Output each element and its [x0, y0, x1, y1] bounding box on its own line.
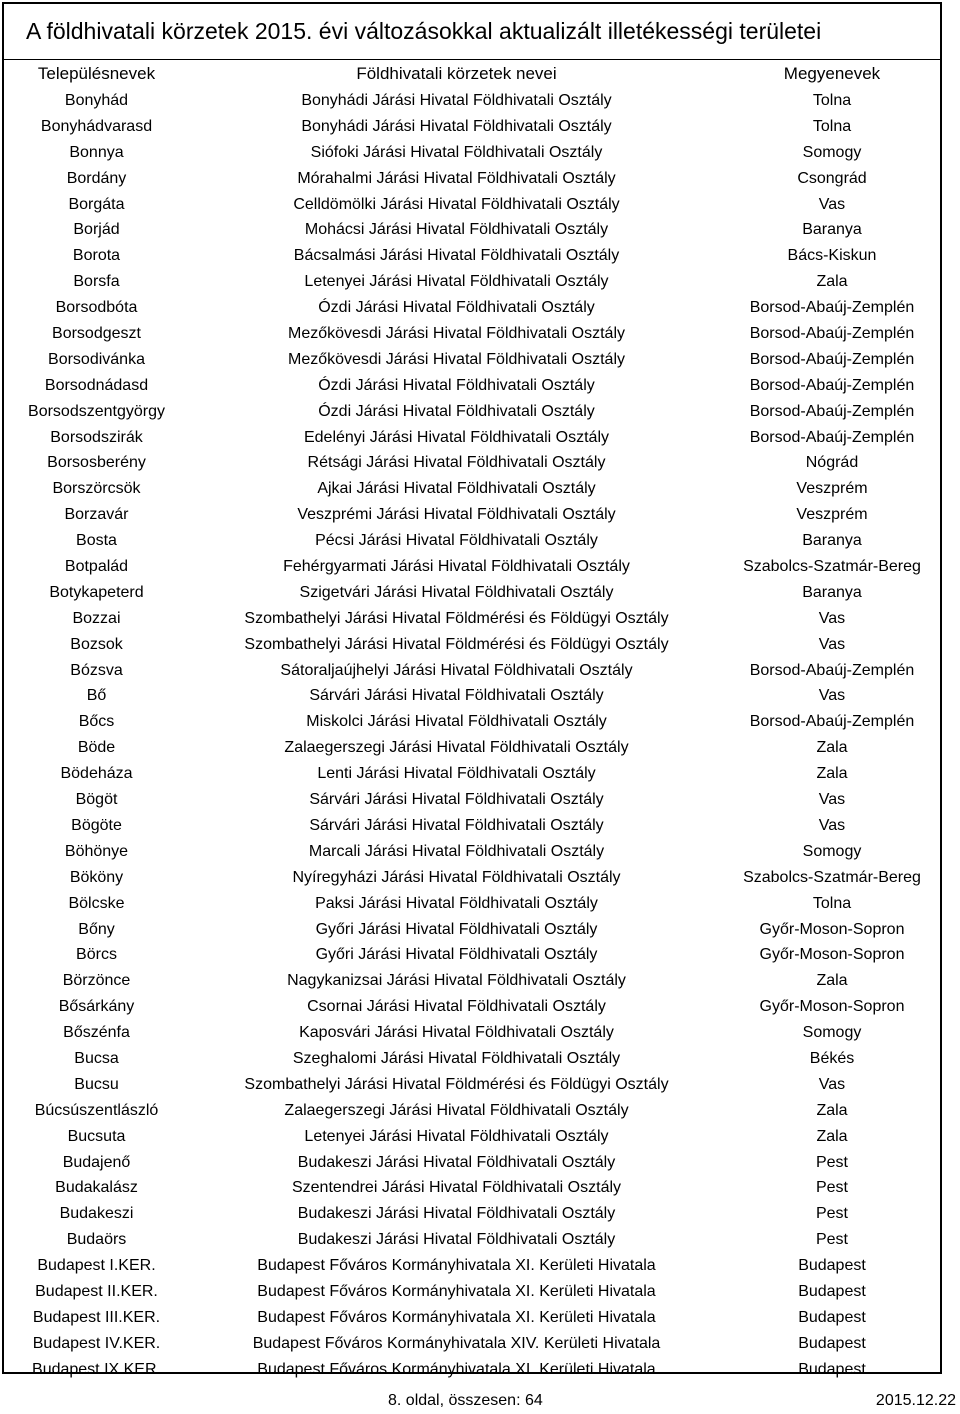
table-row	[4, 140, 940, 166]
county-cell: Baranya	[802, 532, 862, 550]
district-table	[4, 60, 940, 1383]
district-office-cell: Lenti Járási Hivatal Földhivatali Osztály	[317, 765, 596, 783]
county-cell: Vas	[818, 816, 846, 834]
county-cell: Pest	[815, 1179, 848, 1197]
county-cell: Vas	[818, 687, 846, 705]
table-row	[4, 295, 940, 321]
settlement-cell: Bölcske	[68, 894, 125, 912]
district-office-cell: Mezőkövesdi Járási Hivatal Földhivatali Osztály	[287, 350, 625, 368]
county-cell: Borsod-Abaúj-Zemplén	[749, 661, 915, 679]
district-office-cell: Bonyhádi Járási Hivatal Földhivatali Osztály	[301, 117, 612, 135]
settlement-cell: Bózsva	[70, 661, 123, 679]
table-row	[4, 813, 940, 839]
table-row	[4, 709, 940, 735]
county-cell: Budapest	[798, 1257, 866, 1275]
settlement-cell: Bőszénfa	[63, 1024, 130, 1042]
county-cell: Tolna	[812, 894, 852, 912]
table-header-row	[4, 60, 940, 88]
table-row	[4, 1357, 940, 1383]
district-office-cell: Ózdi Járási Hivatal Földhivatali Osztály	[318, 402, 595, 420]
district-office-cell: Ózdi Járási Hivatal Földhivatali Osztály	[318, 376, 595, 394]
table-row	[4, 114, 940, 140]
table-row	[4, 528, 940, 554]
district-office-cell: Győri Járási Hivatal Földhivatali Osztály	[315, 920, 598, 938]
table-row	[4, 399, 940, 425]
district-office-cell: Siófoki Járási Hivatal Földhivatali Osztály	[310, 143, 603, 161]
table-row	[4, 450, 940, 476]
district-office-cell: Zalaegerszegi Járási Hivatal Földhivatali Osztály	[284, 739, 629, 757]
settlement-cell: Budajenő	[62, 1153, 131, 1171]
district-office-cell: Letenyei Járási Hivatal Földhivatali Osztály	[304, 1127, 609, 1145]
district-office-cell: Sárvári Járási Hivatal Földhivatali Osztály	[309, 687, 604, 705]
district-office-cell: Mohácsi Járási Hivatal Földhivatali Osztály	[304, 221, 609, 239]
district-office-cell: Budakeszi Járási Hivatal Földhivatali Osztály	[297, 1231, 616, 1249]
table-row	[4, 502, 940, 528]
settlement-cell: Borjád	[73, 221, 120, 239]
settlement-cell: Borsodbóta	[55, 299, 138, 317]
settlement-cell: Bonyhádvarasd	[40, 117, 153, 135]
footer-date: 2015.12.22	[875, 1392, 956, 1409]
district-office-cell: Budakeszi Járási Hivatal Földhivatali Osztály	[297, 1153, 616, 1171]
county-cell: Békés	[809, 1049, 855, 1067]
county-cell: Zala	[816, 1101, 848, 1119]
table-row	[4, 787, 940, 813]
table-row	[4, 243, 940, 269]
district-office-cell: Budapest Főváros Kormányhivatala XI. Kerületi Hivatala	[257, 1308, 656, 1326]
district-office-cell: Edelényi Járási Hivatal Földhivatali Osztály	[303, 428, 609, 446]
table-row	[4, 606, 940, 632]
county-cell: Vas	[818, 791, 846, 809]
table-row	[4, 968, 940, 994]
table-row	[4, 1253, 940, 1279]
table-row	[4, 632, 940, 658]
county-cell: Zala	[816, 739, 848, 757]
county-cell: Pest	[815, 1153, 848, 1171]
table-row	[4, 425, 940, 451]
settlement-cell: Bucsuta	[67, 1127, 126, 1145]
settlement-cell: Budaörs	[66, 1231, 127, 1249]
settlement-cell: Borszörcsök	[52, 480, 141, 498]
county-cell: Borsod-Abaúj-Zemplén	[749, 428, 915, 446]
table-row	[4, 1098, 940, 1124]
table-row	[4, 683, 940, 709]
settlement-cell: Bőny	[78, 920, 115, 938]
district-office-cell: Kaposvári Járási Hivatal Földhivatali Osztály	[299, 1024, 614, 1042]
district-office-cell: Szigetvári Járási Hivatal Földhivatali Osztály	[299, 583, 614, 601]
settlement-cell: Borsodszirák	[50, 428, 143, 446]
settlement-cell: Böde	[77, 739, 116, 757]
table-row	[4, 217, 940, 243]
table-row	[4, 1331, 940, 1357]
header-county-names: Megyenevek	[783, 64, 881, 83]
county-cell: Budapest	[798, 1308, 866, 1326]
settlement-cell: Bucsu	[74, 1075, 119, 1093]
county-cell: Borsod-Abaúj-Zemplén	[749, 299, 915, 317]
settlement-cell: Borzavár	[64, 506, 129, 524]
county-cell: Zala	[816, 765, 848, 783]
district-office-cell: Paksi Járási Hivatal Földhivatali Osztály	[315, 894, 598, 912]
district-office-cell: Mezőkövesdi Járási Hivatal Földhivatali Osztály	[287, 325, 625, 343]
district-office-cell: Mórahalmi Járási Hivatal Földhivatali Osztály	[297, 169, 616, 187]
settlement-cell: Borgáta	[68, 195, 125, 213]
settlement-cell: Borsodszentgyörgy	[28, 402, 165, 420]
settlement-cell: Búcsúszentlászló	[34, 1101, 159, 1119]
table-row	[4, 865, 940, 891]
settlement-cell: Börcs	[76, 946, 117, 964]
settlement-cell: Bonnya	[69, 143, 124, 161]
county-cell: Veszprém	[796, 480, 868, 498]
table-row	[4, 347, 940, 373]
table-row	[4, 192, 940, 218]
settlement-cell: Bozsok	[70, 635, 123, 653]
table-row	[4, 917, 940, 943]
county-cell: Veszprém	[796, 506, 868, 524]
settlement-cell: Budapest I.KER.	[37, 1257, 156, 1275]
district-office-cell: Budapest Főváros Kormányhivatala XIV. Kerületi Hivatala	[252, 1334, 661, 1352]
district-office-cell: Budapest Főváros Kormányhivatala XI. Kerületi Hivatala	[257, 1257, 656, 1275]
table-row	[4, 321, 940, 347]
settlement-cell: Botpalád	[64, 558, 129, 576]
table-row	[4, 735, 940, 761]
district-office-cell: Budakeszi Járási Hivatal Földhivatali Osztály	[297, 1205, 616, 1223]
settlement-cell: Borsodnádasd	[44, 376, 149, 394]
settlement-cell: Botykapeterd	[49, 583, 144, 601]
county-cell: Somogy	[802, 1024, 862, 1042]
district-office-cell: Rétsági Járási Hivatal Földhivatali Osztály	[307, 454, 606, 472]
table-row	[4, 580, 940, 606]
page-number-info: 8. oldal, összesen: 64	[388, 1392, 543, 1409]
table-row	[4, 1150, 940, 1176]
district-office-cell: Szeghalomi Járási Hivatal Földhivatali Osztály	[292, 1049, 621, 1067]
settlement-cell: Budapest IX.KER.	[32, 1360, 161, 1378]
county-cell: Vas	[818, 635, 846, 653]
table-row	[4, 166, 940, 192]
county-cell: Borsod-Abaúj-Zemplén	[749, 350, 915, 368]
county-cell: Borsod-Abaúj-Zemplén	[749, 402, 915, 420]
county-cell: Pest	[815, 1231, 848, 1249]
district-office-cell: Ajkai Járási Hivatal Földhivatali Osztály	[317, 480, 596, 498]
district-office-cell: Szombathelyi Járási Hivatal Földmérési és Földügyi Osztály	[244, 609, 669, 627]
district-office-cell: Miskolci Járási Hivatal Földhivatali Osztály	[306, 713, 607, 731]
district-office-cell: Nyíregyházi Járási Hivatal Földhivatali Osztály	[292, 868, 621, 886]
settlement-cell: Bősárkány	[58, 998, 135, 1016]
settlement-cell: Budapest III.KER.	[32, 1308, 161, 1326]
district-office-cell: Szentendrei Járási Hivatal Földhivatali Osztály	[291, 1179, 622, 1197]
county-cell: Tolna	[812, 92, 852, 109]
county-cell: Csongrád	[797, 169, 867, 187]
table-row	[4, 891, 940, 917]
settlement-cell: Bő	[86, 687, 107, 705]
county-cell: Győr-Moson-Sopron	[759, 946, 905, 964]
county-cell: Vas	[818, 195, 846, 213]
district-office-cell: Csornai Járási Hivatal Földhivatali Osztály	[307, 998, 606, 1016]
county-cell: Pest	[815, 1205, 848, 1223]
table-row	[4, 839, 940, 865]
settlement-cell: Bordány	[66, 169, 127, 187]
district-office-cell: Letenyei Járási Hivatal Földhivatali Osztály	[304, 273, 609, 291]
settlement-cell: Bonyhád	[64, 92, 129, 109]
county-cell: Borsod-Abaúj-Zemplén	[749, 376, 915, 394]
settlement-cell: Börzönce	[62, 972, 131, 990]
district-office-cell: Fehérgyarmati Járási Hivatal Földhivatali Osztály	[283, 558, 630, 576]
table-row	[4, 658, 940, 684]
district-office-cell: Szombathelyi Járási Hivatal Földmérési és Földügyi Osztály	[244, 635, 669, 653]
table-row	[4, 554, 940, 580]
table-row	[4, 1020, 940, 1046]
settlement-cell: Bozzai	[72, 609, 121, 627]
table-row	[4, 1072, 940, 1098]
district-office-cell: Szombathelyi Járási Hivatal Földmérési és Földügyi Osztály	[244, 1075, 669, 1093]
settlement-cell: Bögöt	[75, 791, 118, 809]
settlement-cell: Borota	[72, 247, 121, 265]
county-cell: Nógrád	[805, 454, 859, 472]
county-cell: Szabolcs-Szatmár-Bereg	[743, 558, 921, 576]
table-row	[4, 1046, 940, 1072]
county-cell: Bács-Kiskun	[787, 247, 877, 265]
county-cell: Somogy	[802, 143, 862, 161]
county-cell: Somogy	[802, 842, 862, 860]
county-cell: Budapest	[798, 1334, 866, 1352]
table-row	[4, 476, 940, 502]
county-cell: Budapest	[798, 1360, 866, 1378]
table-row	[4, 373, 940, 399]
county-cell: Borsod-Abaúj-Zemplén	[749, 713, 915, 731]
district-office-cell: Budapest Főváros Kormányhivatala XI. Kerületi Hivatala	[257, 1360, 656, 1378]
settlement-cell: Bőcs	[78, 713, 115, 731]
table-row	[4, 1227, 940, 1253]
table-row	[4, 942, 940, 968]
county-cell: Budapest	[798, 1282, 866, 1300]
county-cell: Vas	[818, 1075, 846, 1093]
table-row	[4, 1305, 940, 1331]
settlement-cell: Bögöte	[71, 816, 122, 834]
settlement-cell: Borsodivánka	[48, 350, 145, 368]
settlement-cell: Budapest II.KER.	[35, 1282, 158, 1300]
table-row	[4, 1201, 940, 1227]
settlement-cell: Budapest IV.KER.	[32, 1334, 161, 1352]
district-office-cell: Veszprémi Járási Hivatal Földhivatali Osztály	[297, 506, 616, 524]
table-row	[4, 1124, 940, 1150]
page-title: A földhivatali körzetek 2015. évi változásokkal aktualizált illetékességi területei	[4, 4, 940, 60]
settlement-cell: Borsosberény	[47, 454, 146, 472]
district-office-cell: Budapest Főváros Kormányhivatala XI. Kerületi Hivatala	[257, 1282, 656, 1300]
settlement-cell: Budakeszi	[59, 1205, 134, 1223]
settlement-cell: Borsodgeszt	[52, 325, 141, 343]
table-row	[4, 994, 940, 1020]
header-district-names: Földhivatali körzetek nevei	[356, 64, 557, 83]
settlement-cell: Bököny	[69, 868, 124, 886]
county-cell: Vas	[818, 609, 846, 627]
county-cell: Zala	[816, 273, 848, 291]
header-settlement-names: Településnevek	[37, 64, 156, 83]
district-office-cell: Bácsalmási Járási Hivatal Földhivatali Osztály	[293, 247, 620, 265]
county-cell: Zala	[816, 972, 848, 990]
district-office-cell: Marcali Járási Hivatal Földhivatali Osztály	[308, 842, 605, 860]
district-office-cell: Győri Járási Hivatal Földhivatali Osztály	[315, 946, 598, 964]
page-footer	[0, 1392, 960, 1414]
district-office-cell: Nagykanizsai Járási Hivatal Földhivatali Osztály	[287, 972, 626, 990]
district-office-cell: Ózdi Járási Hivatal Földhivatali Osztály	[318, 299, 595, 317]
table-row	[4, 761, 940, 787]
settlement-cell: Bucsa	[74, 1049, 119, 1067]
county-cell: Szabolcs-Szatmár-Bereg	[743, 868, 921, 886]
district-office-cell: Sárvári Járási Hivatal Földhivatali Osztály	[309, 816, 604, 834]
county-cell: Borsod-Abaúj-Zemplén	[749, 325, 915, 343]
document-frame	[2, 2, 942, 1378]
settlement-cell: Borsfa	[73, 273, 120, 291]
table-row	[4, 269, 940, 295]
table-body	[4, 88, 940, 1383]
district-office-cell: Celldömölki Járási Hivatal Földhivatali Osztály	[293, 195, 620, 213]
county-cell: Baranya	[802, 221, 862, 239]
county-cell: Tolna	[812, 117, 852, 135]
table-row	[4, 1175, 940, 1201]
county-cell: Győr-Moson-Sopron	[759, 998, 905, 1016]
county-cell: Baranya	[802, 583, 862, 601]
table-row	[4, 1279, 940, 1305]
district-office-cell: Sárvári Járási Hivatal Földhivatali Osztály	[309, 791, 604, 809]
district-office-cell: Zalaegerszegi Járási Hivatal Földhivatali Osztály	[284, 1101, 629, 1119]
district-office-cell: Sátoraljaújhelyi Járási Hivatal Földhivatali Osztály	[280, 661, 633, 679]
county-cell: Zala	[816, 1127, 848, 1145]
table-row	[4, 88, 940, 114]
district-office-cell: Pécsi Járási Hivatal Földhivatali Osztály	[315, 532, 598, 550]
settlement-cell: Böhönye	[64, 842, 129, 860]
settlement-cell: Budakalász	[55, 1179, 138, 1197]
settlement-cell: Bödeháza	[60, 765, 133, 783]
district-office-cell: Bonyhádi Járási Hivatal Földhivatali Osztály	[301, 92, 612, 109]
settlement-cell: Bosta	[76, 532, 117, 550]
county-cell: Győr-Moson-Sopron	[759, 920, 905, 938]
